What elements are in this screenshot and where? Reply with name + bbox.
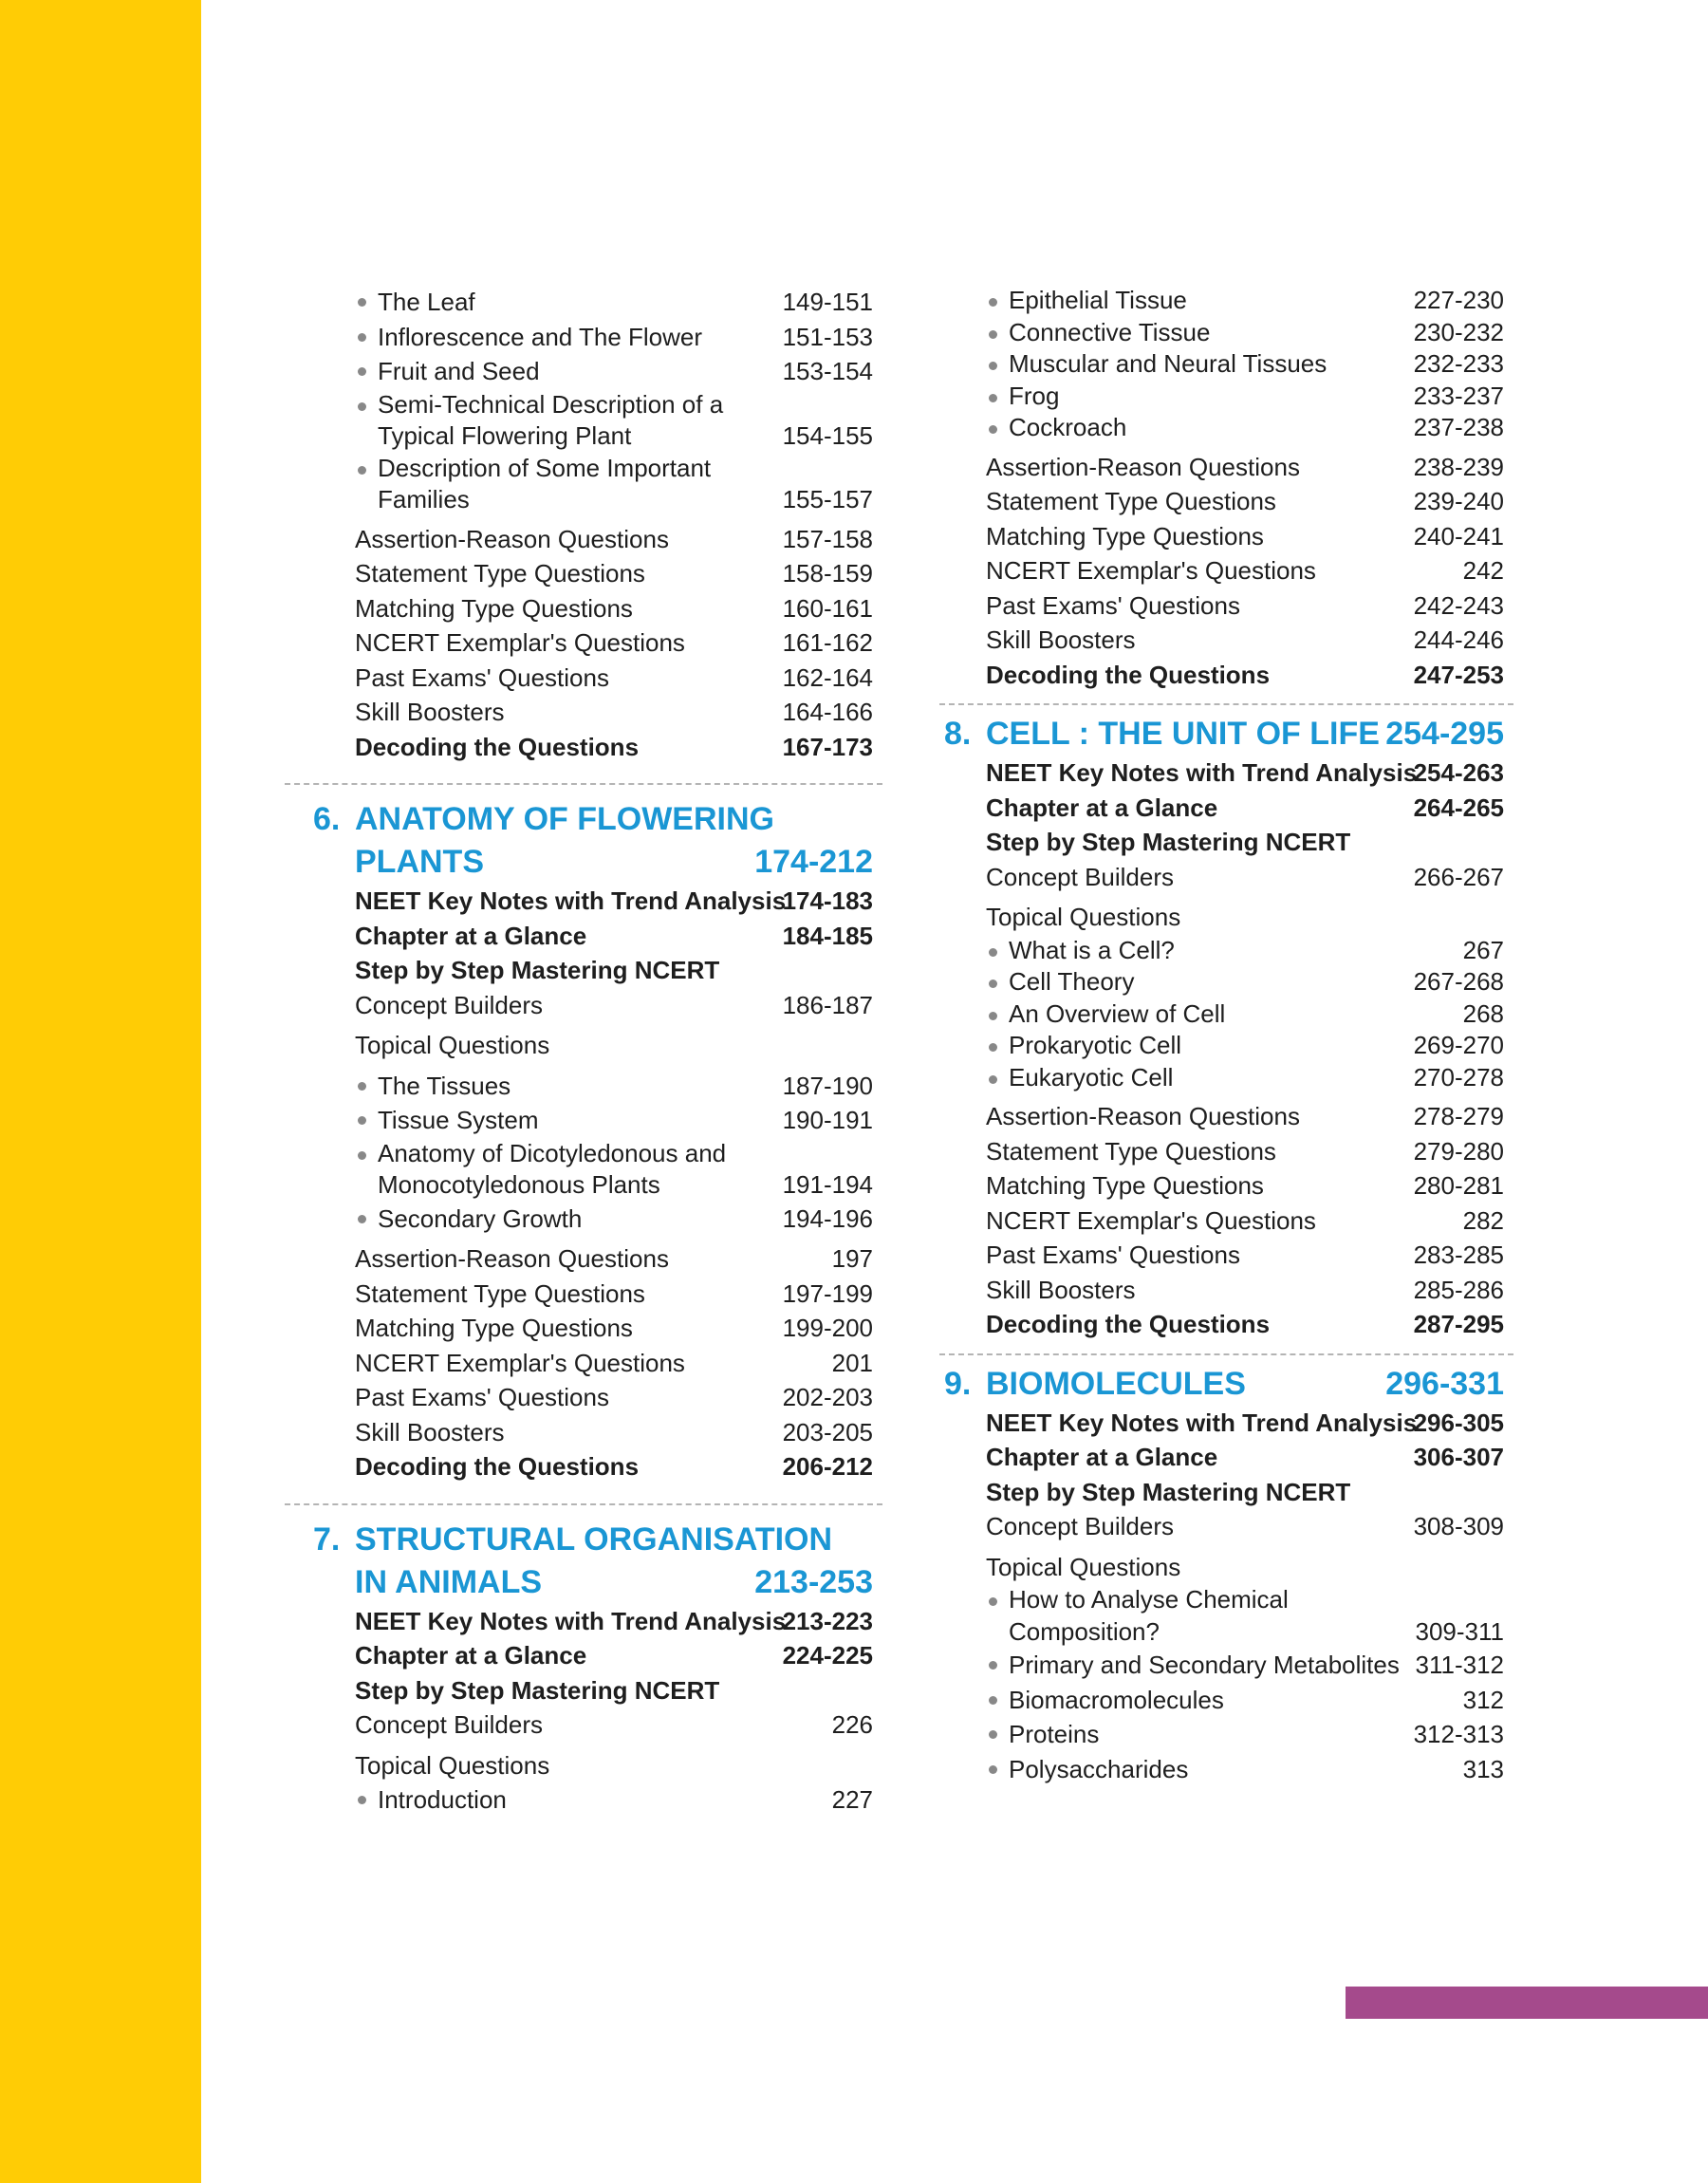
toc-entry[interactable]: Past Exams' Questions 283-285 [986, 1241, 1504, 1269]
toc-entry[interactable]: Decoding the Questions 206-212 [355, 1452, 873, 1481]
toc-topic[interactable]: Connective Tissue 230-232 [944, 317, 1504, 349]
toc-topic[interactable]: Secondary Growth 194-196 [313, 1202, 873, 1237]
toc-topic[interactable]: The Tissues 187-190 [313, 1069, 873, 1104]
toc-topic[interactable]: An Overview of Cell 268 [944, 998, 1504, 1031]
bullet-icon [989, 330, 997, 339]
section-divider [939, 1353, 1513, 1355]
bullet-icon [358, 367, 366, 376]
toc-entry[interactable]: Matching Type Questions 160-161 [355, 593, 873, 623]
toc-topic[interactable]: Proteins 312-313 [944, 1717, 1504, 1752]
chapter-6-heading[interactable]: 6. ANATOMY OF FLOWERING PLANTS 174-212 [313, 801, 873, 880]
toc-entry[interactable]: Concept Builders 186-187 [355, 990, 873, 1019]
toc-entry[interactable]: Statement Type Questions 239-240 [986, 487, 1504, 515]
toc-topic[interactable]: Tissue System 190-191 [313, 1103, 873, 1138]
bullet-icon [989, 1012, 997, 1020]
toc-topic[interactable]: Description of Some Important Families 155-157 [313, 453, 873, 516]
chapter-9-heading[interactable]: 9. BIOMOLECULES 296-331 [944, 1365, 1504, 1402]
toc-entry: Topical Questions [986, 903, 1181, 931]
toc-topic[interactable]: Prokaryotic Cell 269-270 [944, 1030, 1504, 1062]
bullet-icon [989, 1765, 997, 1774]
bullet-icon [358, 1151, 366, 1160]
toc-entry[interactable]: NEET Key Notes with Trend Analysis 174-183 [355, 886, 873, 915]
section-divider [285, 783, 882, 785]
toc-topic[interactable]: Muscular and Neural Tissues 232-233 [944, 348, 1504, 381]
toc-entry: Step by Step Mastering NCERT [355, 1675, 720, 1705]
toc-entry[interactable]: Assertion-Reason Questions 278-279 [986, 1102, 1504, 1130]
toc-topic[interactable]: Inflorescence and The Flower 151-153 [313, 320, 873, 355]
toc-entry: Topical Questions [355, 1750, 550, 1780]
toc-topic[interactable]: Semi-Technical Description of a Typical Flowering Plant 154-155 [313, 389, 873, 453]
section-divider [285, 1503, 882, 1505]
toc-topic[interactable]: Polysaccharides 313 [944, 1752, 1504, 1787]
bullet-icon [358, 298, 366, 307]
toc-entry[interactable]: Matching Type Questions 240-241 [986, 521, 1504, 550]
toc-topic[interactable]: Introduction 227 [313, 1782, 873, 1818]
toc-topic[interactable]: Epithelial Tissue 227-230 [944, 285, 1504, 317]
bullet-icon [989, 1696, 997, 1705]
toc-topic[interactable]: Cockroach 237-238 [944, 412, 1504, 444]
toc-entry[interactable]: Skill Boosters 203-205 [355, 1417, 873, 1446]
toc-entry[interactable]: NCERT Exemplar's Questions 282 [986, 1205, 1504, 1235]
toc-topic[interactable]: Eukaryotic Cell 270-278 [944, 1062, 1504, 1094]
toc-entry[interactable]: Assertion-Reason Questions 197 [355, 1244, 873, 1273]
bullet-icon [989, 298, 997, 307]
bullet-icon [989, 948, 997, 957]
toc-entry[interactable]: Past Exams' Questions 242-243 [986, 590, 1504, 620]
toc-entry[interactable]: Statement Type Questions 197-199 [355, 1278, 873, 1308]
toc-left-column [313, 285, 873, 1818]
toc-entry[interactable]: Skill Boosters 244-246 [986, 625, 1504, 654]
toc-entry[interactable]: Matching Type Questions 280-281 [986, 1171, 1504, 1200]
bullet-icon [989, 1597, 997, 1606]
toc-topic[interactable]: Biomacromolecules 312 [944, 1683, 1504, 1718]
bullet-icon [989, 980, 997, 988]
bullet-icon [989, 1075, 997, 1084]
bullet-icon [358, 1082, 366, 1091]
toc-entry[interactable]: Chapter at a Glance 184-185 [355, 921, 873, 950]
toc-entry[interactable]: Concept Builders 226 [355, 1710, 873, 1739]
bullet-icon [358, 1116, 366, 1125]
bullet-icon [358, 402, 366, 411]
toc-entry[interactable]: Statement Type Questions 158-159 [355, 559, 873, 588]
toc-topic[interactable]: Fruit and Seed 153-154 [313, 354, 873, 389]
toc-entry[interactable]: Concept Builders 266-267 [986, 862, 1504, 891]
toc-topic[interactable]: Anatomy of Dicotyledonous and Monocotyledonous Plants 191-194 [313, 1138, 873, 1202]
toc-entry[interactable]: Assertion-Reason Questions 238-239 [986, 452, 1504, 481]
toc-entry[interactable]: Statement Type Questions 279-280 [986, 1136, 1504, 1166]
toc-entry[interactable]: Skill Boosters 164-166 [355, 698, 873, 726]
toc-entry[interactable]: Skill Boosters 285-286 [986, 1275, 1504, 1304]
toc-entry[interactable]: Matching Type Questions 199-200 [355, 1314, 873, 1342]
toc-entry[interactable]: NCERT Exemplar's Questions 161-162 [355, 628, 873, 657]
toc-entry[interactable]: Chapter at a Glance 306-307 [986, 1443, 1504, 1471]
toc-topic[interactable]: What is a Cell? 267 [944, 935, 1504, 967]
toc-entry[interactable]: Chapter at a Glance 224-225 [355, 1641, 873, 1670]
toc-entry: Topical Questions [986, 1552, 1181, 1581]
toc-entry[interactable]: NCERT Exemplar's Questions 201 [355, 1348, 873, 1377]
toc-topic[interactable]: Primary and Secondary Metabolites 311-312 [944, 1648, 1504, 1683]
chapter-8-heading[interactable]: 8. CELL : THE UNIT OF LIFE 254-295 [944, 716, 1504, 752]
toc-entry: Step by Step Mastering NCERT [986, 828, 1351, 856]
toc-topic[interactable]: Frog 233-237 [944, 381, 1504, 413]
yellow-sidebar-band [0, 0, 201, 2183]
bullet-icon [358, 1215, 366, 1223]
bullet-icon [358, 466, 366, 475]
toc-topic[interactable]: The Leaf 149-151 [313, 285, 873, 320]
toc-topic[interactable]: How to Analyse Chemical Composition? 309-311 [944, 1584, 1504, 1648]
toc-entry[interactable]: NEET Key Notes with Trend Analysis 296-305 [986, 1408, 1504, 1437]
toc-entry[interactable]: Chapter at a Glance 264-265 [986, 793, 1504, 822]
toc-entry[interactable]: Assertion-Reason Questions 157-158 [355, 524, 873, 553]
toc-entry[interactable]: Decoding the Questions 287-295 [986, 1310, 1504, 1338]
bullet-icon [989, 425, 997, 434]
bullet-icon [989, 362, 997, 370]
bullet-icon [358, 333, 366, 342]
toc-topic[interactable]: Cell Theory 267-268 [944, 966, 1504, 998]
bullet-icon [989, 1730, 997, 1739]
magenta-accent-bar [1346, 1987, 1708, 2019]
toc-entry: Step by Step Mastering NCERT [355, 956, 720, 984]
toc-entry[interactable]: NCERT Exemplar's Questions 242 [986, 556, 1504, 585]
toc-entry: Topical Questions [355, 1031, 550, 1059]
toc-entry[interactable]: Decoding the Questions 167-173 [355, 732, 873, 761]
bullet-icon [358, 1796, 366, 1804]
bullet-icon [989, 1043, 997, 1052]
toc-entry[interactable]: NEET Key Notes with Trend Analysis 254-263 [986, 758, 1504, 787]
bullet-icon [989, 394, 997, 402]
toc-entry[interactable]: Decoding the Questions 247-253 [986, 660, 1504, 689]
chapter-7-heading[interactable]: 7. STRUCTURAL ORGANISATION IN ANIMALS 213-253 [313, 1521, 873, 1600]
toc-entry: Step by Step Mastering NCERT [986, 1477, 1351, 1506]
toc-entry[interactable]: NEET Key Notes with Trend Analysis 213-223 [355, 1606, 873, 1635]
toc-entry[interactable]: Past Exams' Questions 202-203 [355, 1383, 873, 1411]
toc-entry[interactable]: Past Exams' Questions 162-164 [355, 662, 873, 692]
toc-right-column [944, 285, 1504, 1786]
section-divider [939, 703, 1513, 705]
bullet-icon [989, 1661, 997, 1670]
toc-entry[interactable]: Concept Builders 308-309 [986, 1512, 1504, 1540]
